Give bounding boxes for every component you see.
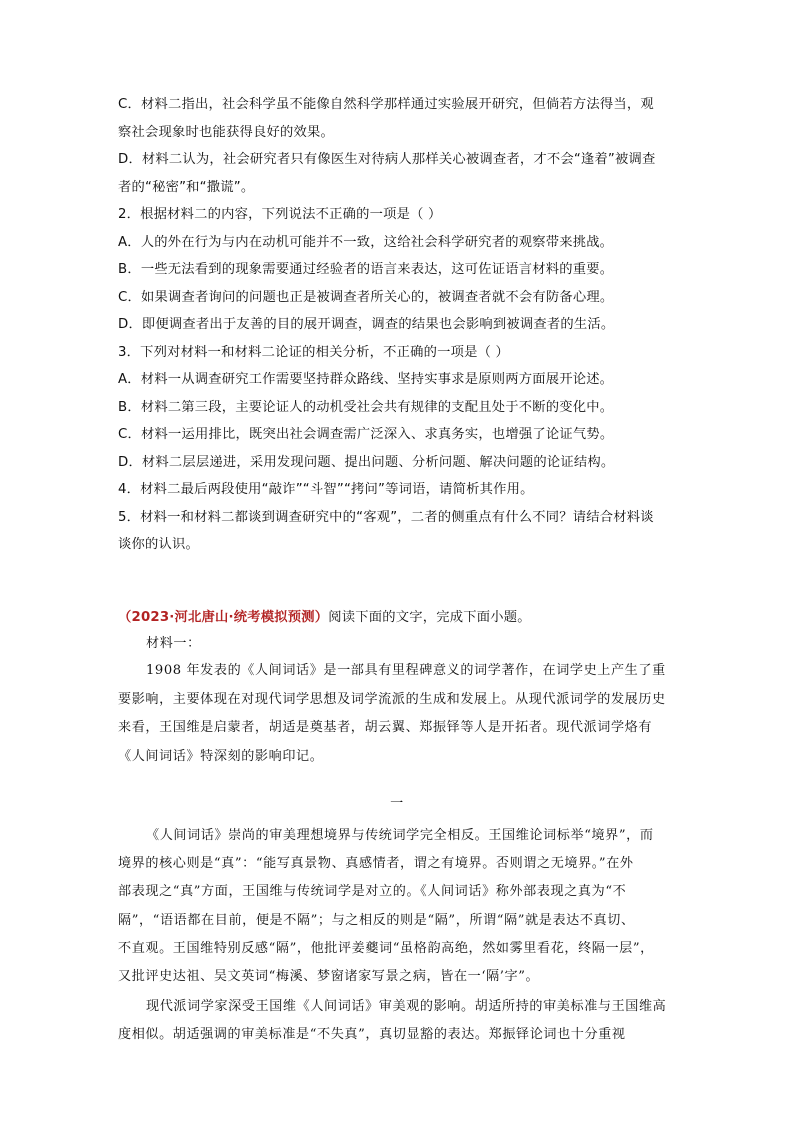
section-mark: 一 — [390, 796, 404, 811]
option-c-q3: C．材料一运用排比，既突出社会调查需广泛深入、求真务实，也增强了论证气势。 — [118, 427, 614, 442]
para2-line6: 又批评史达祖、吴文英词“梅溪、梦窗诸家写景之病，皆在一‘隔’字”。 — [118, 969, 540, 984]
para1-line4: 《人间词话》特深刻的影响印记。 — [118, 749, 324, 764]
question-5-line1: 5．材料一和材料二都谈到调查研究中的“客观”，二者的侧重点有什么不同？请结合材料谈 — [118, 510, 654, 525]
option-d-q2: D．即便调查者出于友善的目的展开调查，调查的结果也会影响到被调查者的生活。 — [118, 317, 615, 332]
passage-heading — [118, 611, 531, 624]
para3-line1: 现代派词学家深受王国维《人间词话》审美观的影响。胡适所持的审美标准与王国维高 — [146, 999, 667, 1014]
option-c-q2: C．如果调查者询问的问题也正是被调查者所关心的，被调查者就不会有防备心理。 — [118, 290, 614, 305]
option-d-q1-line2: 者的“秘密”和“撒谎”。 — [118, 180, 255, 195]
para2-line1: 《人间词话》崇尚的审美理想境界与传统词学完全相反。王国维论词标举“境界”，而 — [146, 828, 654, 843]
option-c-q1-line2: 察社会现象时也能获得良好的效果。 — [118, 125, 334, 140]
option-c-q1-line1: C．材料二指出，社会科学虽不能像自然科学那样通过实验展开研究，但倘若方法得当，观 — [118, 97, 654, 112]
option-a-q2: A．人的外在行为与内在动机可能并不一致，这给社会科学研究者的观察带来挑战。 — [118, 235, 614, 250]
option-d-q3: D．材料二层层递进，采用发现问题、提出问题、分析问题、解决问题的论证结构。 — [118, 455, 615, 470]
question-5-line2: 谈你的认识。 — [118, 537, 199, 552]
para2-line3: 部表现之“真”方面，王国维与传统词学是对立的。《人间词话》称外部表现之真为“不 — [118, 884, 627, 899]
para2-line2: 境界的核心则是“真”：“能写真景物、真感情者，谓之有境界。否则谓之无境界。”在外 — [118, 856, 634, 871]
question-4: 4．材料二最后两段使用“敲诈”“斗智”“拷问”等词语，请简析其作用。 — [118, 482, 534, 497]
option-b-q3: B．材料二第三段，主要论证人的动机受社会共有规律的支配且处于不断的变化中。 — [118, 400, 614, 415]
para1-line2: 要影响，主要体现在对现代词学思想及词学流派的生成和发展上。从现代派词学的发展历史 — [118, 692, 666, 707]
question-3: 3．下列对材料一和材料二论证的相关分析，不正确的一项是（ ） — [118, 345, 509, 360]
option-d-q1-line1: D．材料二认为，社会研究者只有像医生对待病人那样关心被调查者，才不会“逢着”被调查 — [118, 152, 656, 167]
source-tag: （2023·河北唐山·统考模拟预测） — [118, 610, 329, 625]
para1-line3: 来看，王国维是启蒙者，胡适是奠基者，胡云翼、郑振铎等人是开拓者。现代派词学烙有 — [118, 720, 653, 735]
para2-line5: 不直观。王国维特别反感“隔”，他批评姜夔词“虽格韵高绝，然如雾里看花，终隔一层”， — [118, 941, 654, 956]
para3-line2: 度相似。胡适强调的审美标准是“不失真”，真切显豁的表达。郑振铎论词也十分重视 — [118, 1027, 626, 1042]
option-b-q2: B．一些无法看到的现象需要通过经验者的语言来表达，这可佐证语言材料的重要。 — [118, 262, 614, 277]
option-a-q3: A．材料一从调查研究工作需要坚持群众路线、坚持实事求是原则两方面展开论述。 — [118, 372, 614, 387]
passage-intro: 阅读下面的文字，完成下面小题。 — [328, 610, 531, 625]
question-2: 2．根据材料二的内容，下列说法不正确的一项是（ ） — [118, 207, 442, 222]
para2-line4: 隔”，“语语都在目前，便是不隔”；与之相反的则是“隔”，所谓“隔”就是表达不真切、 — [118, 913, 635, 928]
para1-line1: 1908 年发表的《人间词话》是一部具有里程碑意义的词学著作，在词学史上产生了重 — [146, 663, 666, 678]
material-label: 材料一： — [146, 636, 201, 651]
